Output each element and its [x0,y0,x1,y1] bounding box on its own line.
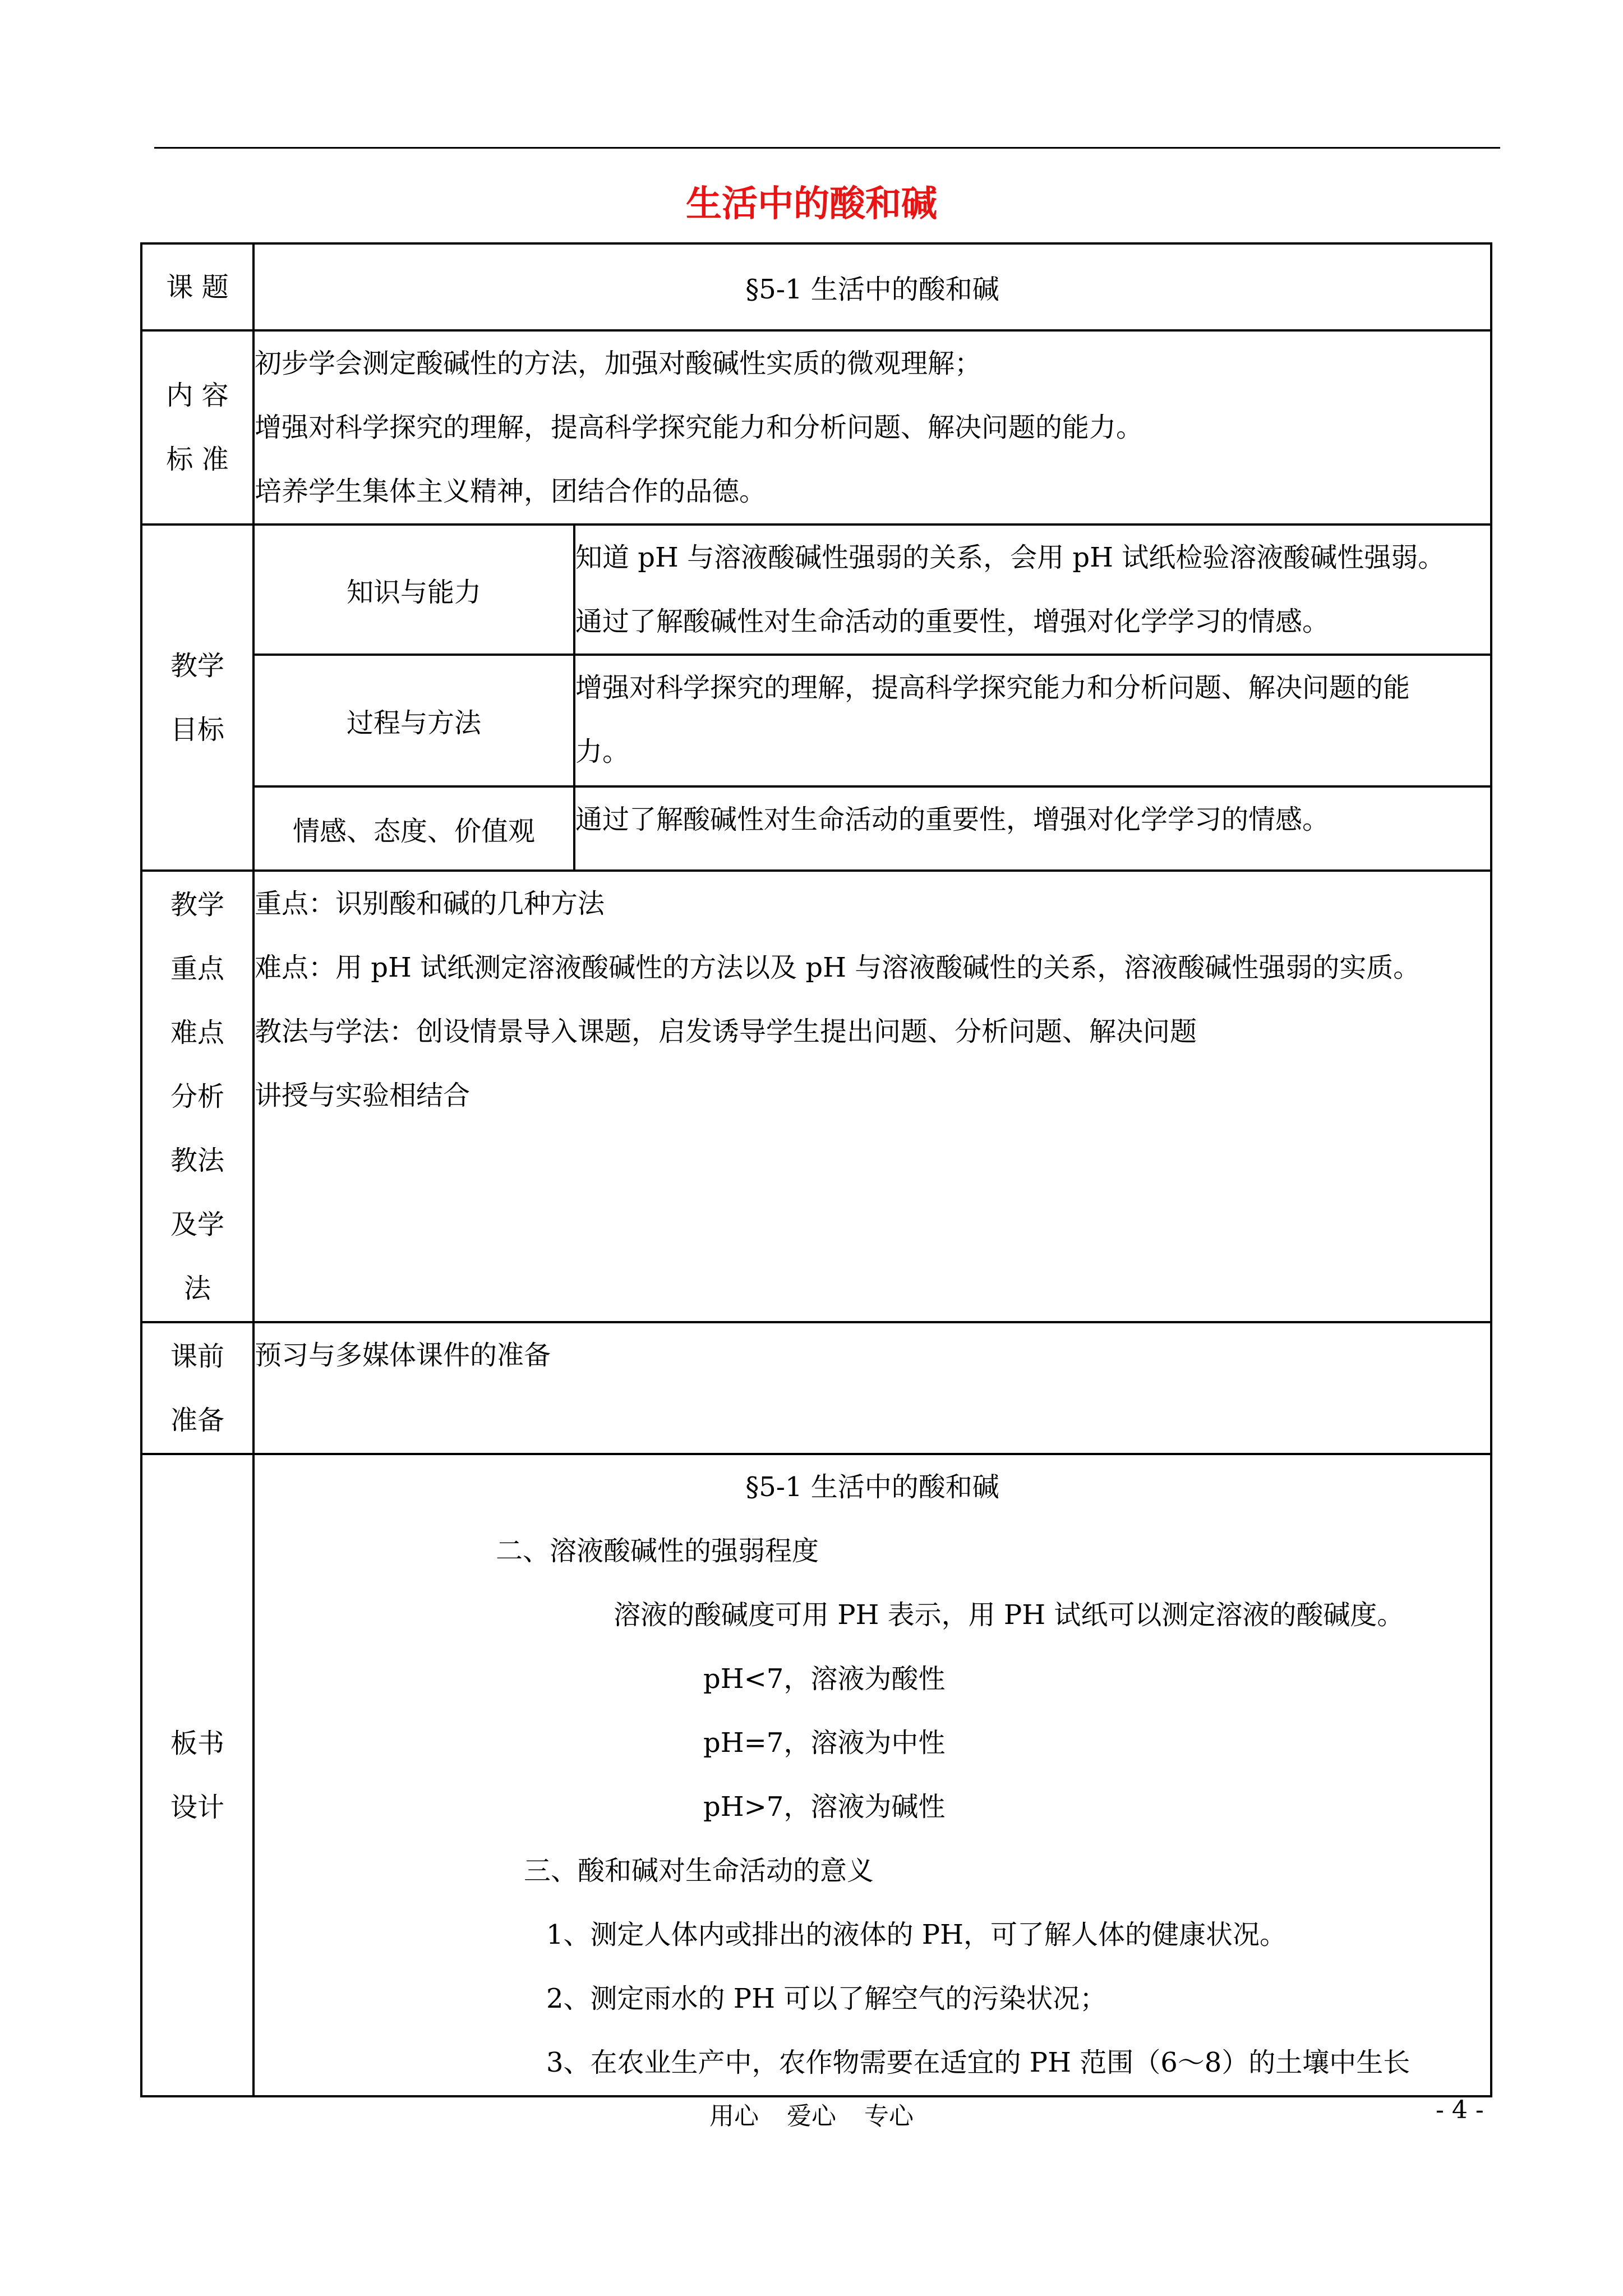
row-standards [141,330,1491,524]
analysis-label [141,871,253,1322]
board-section-2: 二、溶液酸碱性的强弱程度 [496,1535,819,1567]
board-section-3: 三、酸和碱对生命活动的意义 [524,1855,874,1887]
board-label-line: 板书 [170,1727,224,1759]
preparation-content [253,1322,1491,1454]
standards-line: 培养学生集体主义精神，团结合作的品德。 [255,476,767,507]
analysis-label-line: 教学 [170,889,224,921]
objective-attitude-content [574,786,1491,871]
analysis-content [253,871,1491,1322]
objective-line: 通过了解酸碱性对生命活动的重要性，增强对化学学习的情感。 [575,606,1330,637]
footer-motto: 用心 爱心 专心 [709,2102,914,2131]
preparation-label-line: 准备 [170,1404,224,1436]
board-item: 2、测定雨水的 PH 可以了解空气的污染状况； [546,1983,1107,2014]
preparation-value: 预习与多媒体课件的准备 [255,1340,551,1371]
standards-label [141,330,253,524]
lesson-plan-table [140,242,1492,2097]
topic-value: §5-1 生活中的酸和碱 [253,243,1491,330]
document-title: 生活中的酸和碱 [686,183,937,225]
row-objective-attitude [141,786,1491,871]
objective-process-content [574,655,1491,786]
row-board-design [141,1454,1491,2096]
objective-line: 增强对科学探究的理解，提高科学探究能力和分析问题、解决问题的能 [575,672,1410,703]
analysis-label-line: 分析 [170,1080,224,1112]
row-topic [141,243,1491,330]
board-ph-line: pH>7，溶液为碱性 [703,1791,946,1823]
standards-content [253,330,1491,524]
objective-line: 通过了解酸碱性对生命活动的重要性，增强对化学学习的情感。 [575,804,1330,835]
page-number: - 4 - [1436,2096,1484,2124]
standards-label-line: 内 容 [166,380,229,411]
analysis-line: 讲授与实验相结合 [255,1080,471,1111]
board-content [253,1454,1491,2096]
analysis-line: 难点：用 pH 试纸测定溶液酸碱性的方法以及 pH 与溶液酸碱性的关系，溶液酸碱性强弱的实质。 [255,952,1421,983]
analysis-line: 教法与学法：创设情景导入课题，启发诱导学生提出问题、分析问题、解决问题 [255,1016,1197,1047]
analysis-label-line: 教法 [170,1144,224,1176]
board-label [141,1454,253,2096]
analysis-label-line: 及学 [170,1208,224,1240]
row-analysis [141,871,1491,1322]
board-ph-line: pH<7，溶液为酸性 [703,1663,946,1695]
objective-line: 知道 pH 与溶液酸碱性强弱的关系，会用 pH 试纸检验溶液酸碱性强弱。 [575,542,1445,573]
header-rule [154,147,1500,149]
standards-label-line: 标 准 [166,444,229,475]
preparation-label [141,1322,253,1454]
preparation-label-line: 课前 [170,1340,224,1372]
analysis-label-line: 法 [183,1272,211,1304]
standards-line: 初步学会测定酸碱性的方法，加强对酸碱性实质的微观理解； [255,348,982,379]
board-item: 1、测定人体内或排出的液体的 PH，可了解人体的健康状况。 [546,1919,1287,1950]
board-heading: §5-1 生活中的酸和碱 [745,1471,999,1503]
row-objective-process [141,655,1491,786]
objectives-label-line: 目标 [170,714,224,746]
objective-knowledge-content [574,524,1491,655]
objective-attitude-label: 情感、态度、价值观 [253,786,574,871]
analysis-label-line: 重点 [170,953,224,984]
row-objective-knowledge [141,524,1491,655]
objectives-label [141,524,253,871]
analysis-line: 重点：识别酸和碱的几种方法 [255,888,605,919]
board-ph-line: pH=7，溶液为中性 [703,1727,946,1759]
board-intro: 溶液的酸碱度可用 PH 表示，用 PH 试纸可以测定溶液的酸碱度。 [614,1599,1404,1631]
objective-process-label: 过程与方法 [253,655,574,786]
board-item: 3、在农业生产中，农作物需要在适宜的 PH 范围（6～8）的土壤中生长 [546,2047,1410,2078]
objectives-label-line: 教学 [170,650,224,682]
row-preparation [141,1322,1491,1454]
topic-label: 课 题 [141,243,253,330]
board-label-line: 设计 [170,1791,224,1823]
analysis-label-line: 难点 [170,1016,224,1048]
standards-line: 增强对科学探究的理解，提高科学探究能力和分析问题、解决问题的能力。 [255,412,1144,443]
objective-line: 力。 [575,736,630,767]
objective-knowledge-label: 知识与能力 [253,524,574,655]
